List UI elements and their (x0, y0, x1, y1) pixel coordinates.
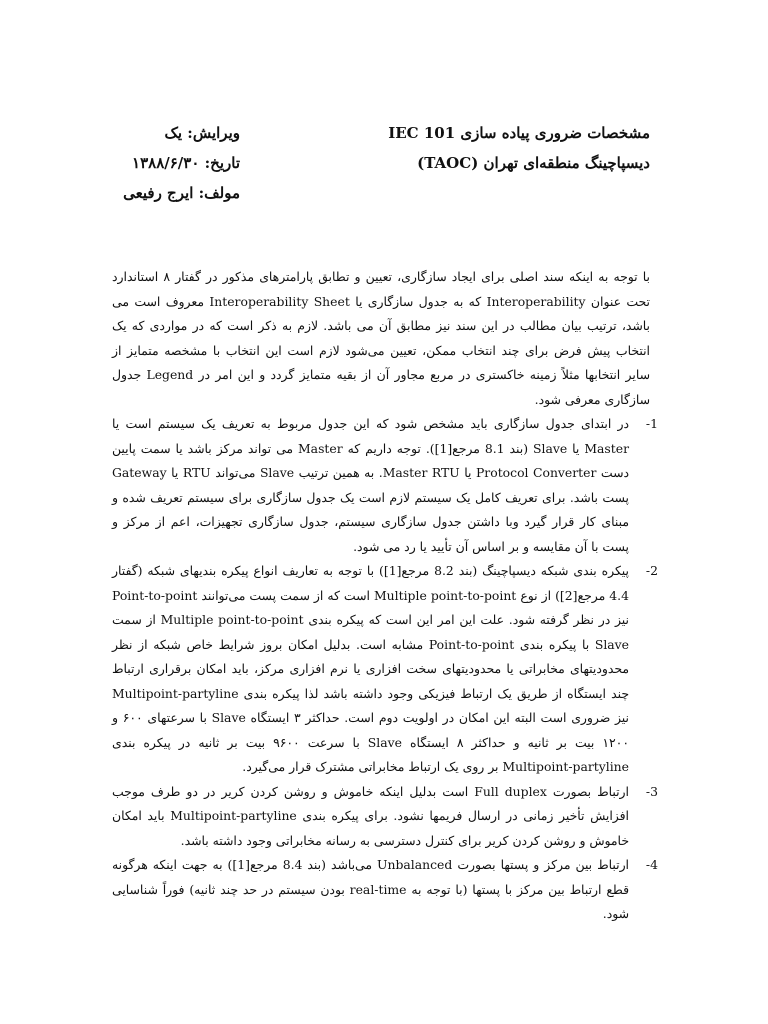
list-item-text: ارتباط بصورت Full duplex است بدلیل اینکه خاموش و روشن کردن کریر در دو طرف موجب افزایش تأخیر زمانی در ارسال فریمها نشود. برای پیکره بندی Multipoint-partyline باید امکان خاموش و روشن کردن کریر برای کنترل دسترسی به رسانه مخابراتی وجود داشته باشد. (112, 783, 629, 848)
list-item (112, 559, 658, 780)
intro-paragraph: با توجه به اینکه سند اصلی برای ایجاد سازگاری، تعیین و تطابق پارامترهای مذکور در گفتار ۸ استاندارد تحت عنوان Interoperability که به جدول سازگاری یا Interoperability Sheet معروف است می باشد، ترتیب بیان مطالب در این سند نیز مطابق آن می باشد. لازم به ذکر است که در مواردی که یک انتخاب پیش فرض برای چند انتخاب ممکن، تعیین می‌شود لازم است این انتخاب با مشخصه متمایز از سایر انتخابها مثلاً زمینه خاکستری در مربع مجاور آن از بقیه متمایز گردد و این امر در Legend جدول سازگاری معرفی شود. (112, 269, 651, 407)
title-line-2: دیسپاچینگ منطقه‌ای تهران (TAOC) (417, 154, 650, 172)
title-line-1: مشخصات ضروری پیاده سازی IEC 101 (388, 124, 650, 142)
list-item-text: در ابتدای جدول سازگاری باید مشخص شود که این جدول مربوط به تعریف یک سیستم است یا Master یا Slave (بند 8.1 مرجع[1]). توجه داریم که Master می تواند مرکز باشد یا سمت پایین دست Protocol Converter یا Master RTU. به همین ترتیب Slave می‌تواند RTU یا Gateway پست باشد. برای تعریف کامل یک سیستم لازم است یک جدول سازگاری برای سیستم تعریف شده و مبنای کار قرار گیرد وبا داشتن جدول سازگاری سیستم، جدول سازگاری تجهیزات، اعم از مرکز و پست با آن مقایسه و بر اساس آن تأیید یا رد می شود. (112, 416, 630, 554)
document-body (112, 265, 658, 927)
document-meta (110, 118, 240, 208)
version-label: ویرایش: یک (164, 124, 240, 142)
numbered-list (112, 412, 658, 927)
list-item-number: -2 (645, 563, 658, 578)
list-item (112, 780, 658, 854)
list-item (112, 853, 658, 927)
document-title (350, 118, 650, 178)
date-label: تاریخ: ۱۳۸۸/۶/۳۰ (132, 154, 240, 172)
author-label: مولف: ایرج رفیعی (123, 184, 240, 202)
list-item-number: -4 (645, 857, 658, 872)
list-item-text: ارتباط بین مرکز و پستها بصورت Unbalanced می‌باشد (بند 8.4 مرجع[1]) به جهت اینکه هرگونه قطع ارتباط بین مرکز با پستها (با توجه به real-time بودن سیستم در حد چند ثانیه) فوراً شناسایی شود. (112, 857, 629, 921)
list-item-number: -1 (645, 416, 658, 431)
list-item (112, 412, 658, 559)
list-item-number: -3 (645, 783, 658, 799)
list-item-text: پیکره بندی شبکه دیسپاچینگ (بند 8.2 مرجع[1]) با توجه به تعاریف انواع پیکره بندیهای شبکه (گفتار 4.4 مرجع[2]) از نوع Multiple point-to-point است که از سمت پست می‌توانند Point-to-point نیز در نظر گرفته شود. علت این امر این است که پیکره بندی Multiple point-to-point از سمت Slave با پیکره بندی Point-to-point مشابه است. بدلیل امکان بروز شرایط خاص شبکه از نظر محدودیتهای مخابراتی یا محدودیتهای سخت افزاری یا نرم افزاری مرکز، باید امکان برقراری ارتباط چند ایستگاه از طریق یک ارتباط فیزیکی وجود داشته باشد لذا پیکره بندی Multipoint-partyline نیز ضروری است البته این امکان در اولویت دوم است. حداکثر ۳ ایستگاه Slave با سرعتهای ۶۰۰ و ۱۲۰۰ بیت بر ثانیه و حداکثر ۸ ایستگاه Slave با سرعت ۹۶۰۰ بیت بر ثانیه در پیکره بندی Multipoint-partyline بر روی یک ارتباط مخابراتی مشترک قرار می‌گیرد. (112, 563, 630, 774)
